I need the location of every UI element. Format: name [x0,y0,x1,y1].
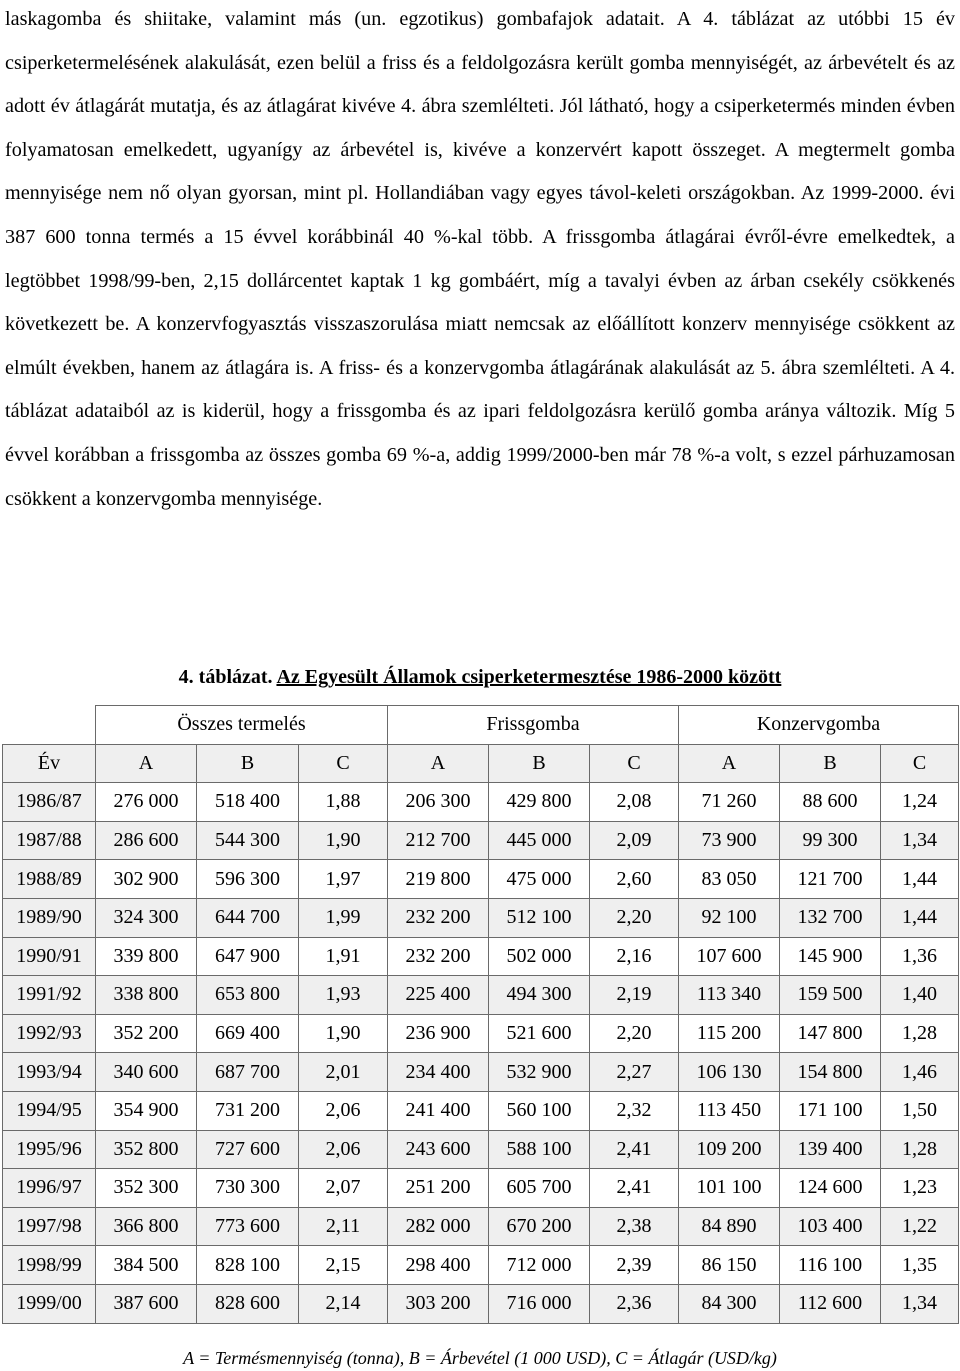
table-cell: 2,39 [590,1246,679,1285]
table-row [3,783,959,822]
table-cell: 1,99 [299,898,388,937]
table-cell: 86 150 [679,1246,780,1285]
table-body [3,783,959,1323]
table-caption [0,662,960,692]
table-cell: 113 340 [679,976,780,1015]
column-header: A [96,744,197,783]
table-cell: 112 600 [780,1284,881,1323]
table-cell: 560 100 [489,1091,590,1130]
table-cell: 1,97 [299,860,388,899]
table-cell: 687 700 [197,1053,299,1092]
table-cell: 139 400 [780,1130,881,1169]
table-cell: 73 900 [679,821,780,860]
table-cell: 1,40 [881,976,959,1015]
table-cell-year: 1995/96 [3,1130,96,1169]
table-cell: 2,15 [299,1246,388,1285]
table-cell: 669 400 [197,1014,299,1053]
table-cell-year: 1999/00 [3,1284,96,1323]
table-cell: 1,23 [881,1169,959,1208]
table-cell: 544 300 [197,821,299,860]
table-cell: 251 200 [388,1169,489,1208]
group-header-total: Összes termelés [96,706,388,745]
table-cell: 109 200 [679,1130,780,1169]
table-cell-year: 1991/92 [3,976,96,1015]
table-cell: 727 600 [197,1130,299,1169]
table-cell: 234 400 [388,1053,489,1092]
table-cell: 2,06 [299,1091,388,1130]
table-cell: 2,19 [590,976,679,1015]
table-cell: 475 000 [489,860,590,899]
table-cell: 107 600 [679,937,780,976]
table-corner-cell [3,706,96,745]
group-header-canned: Konzervgomba [679,706,959,745]
table-cell: 387 600 [96,1284,197,1323]
table-cell: 232 200 [388,937,489,976]
table-cell: 1,50 [881,1091,959,1130]
table-cell: 716 000 [489,1284,590,1323]
table-footnote: A = Termésmennyiség (tonna), B = Árbevétel (1 000 USD), C = Átlagár (USD/kg) [183,1348,777,1368]
table-cell: 1,44 [881,898,959,937]
column-header: B [489,744,590,783]
table-cell: 352 300 [96,1169,197,1208]
table-row [3,976,959,1015]
table-cell: 282 000 [388,1207,489,1246]
table-cell: 286 600 [96,821,197,860]
table-cell: 115 200 [679,1014,780,1053]
table-cell: 532 900 [489,1053,590,1092]
column-header: B [780,744,881,783]
table-row [3,860,959,899]
group-header-fresh: Frissgomba [388,706,679,745]
table-cell: 2,01 [299,1053,388,1092]
table-cell: 596 300 [197,860,299,899]
table-cell: 340 600 [96,1053,197,1092]
table-row [3,1169,959,1208]
table-cell: 225 400 [388,976,489,1015]
table-cell: 219 800 [388,860,489,899]
table-cell: 2,14 [299,1284,388,1323]
table-cell: 1,35 [881,1246,959,1285]
table-group-header-row [3,706,959,745]
table-row [3,1014,959,1053]
table-row [3,1246,959,1285]
table-cell: 236 900 [388,1014,489,1053]
table-row [3,1207,959,1246]
table-cell: 154 800 [780,1053,881,1092]
table-caption-title: Az Egyesült Államok csiperketermesztése 1986-2000 között [276,666,782,688]
table-cell: 2,20 [590,1014,679,1053]
table-cell: 2,09 [590,821,679,860]
table-cell: 1,90 [299,1014,388,1053]
table-cell: 116 100 [780,1246,881,1285]
table-cell: 828 600 [197,1284,299,1323]
column-header: B [197,744,299,783]
table-cell: 512 100 [489,898,590,937]
table-cell: 354 900 [96,1091,197,1130]
table-row [3,898,959,937]
table-cell: 445 000 [489,821,590,860]
table-cell: 2,32 [590,1091,679,1130]
table-cell: 88 600 [780,783,881,822]
table-cell: 647 900 [197,937,299,976]
column-header: C [881,744,959,783]
table-cell: 2,16 [590,937,679,976]
table-cell: 113 450 [679,1091,780,1130]
table-row [3,1130,959,1169]
table-cell: 83 050 [679,860,780,899]
table-cell: 171 100 [780,1091,881,1130]
table-cell: 103 400 [780,1207,881,1246]
table-cell: 99 300 [780,821,881,860]
table-cell: 124 600 [780,1169,881,1208]
table-cell: 243 600 [388,1130,489,1169]
table-cell: 1,24 [881,783,959,822]
table-cell: 276 000 [96,783,197,822]
table-cell: 298 400 [388,1246,489,1285]
table-cell: 1,88 [299,783,388,822]
table-cell: 71 260 [679,783,780,822]
column-header: C [590,744,679,783]
table-cell: 1,34 [881,821,959,860]
table-cell: 101 100 [679,1169,780,1208]
table-cell: 121 700 [780,860,881,899]
table-cell: 828 100 [197,1246,299,1285]
table-cell: 212 700 [388,821,489,860]
table-cell: 2,20 [590,898,679,937]
table-cell: 338 800 [96,976,197,1015]
table-cell: 2,06 [299,1130,388,1169]
table-cell: 84 300 [679,1284,780,1323]
column-header: C [299,744,388,783]
table-cell-year: 1990/91 [3,937,96,976]
table-cell: 206 300 [388,783,489,822]
table-cell: 352 200 [96,1014,197,1053]
table-cell: 773 600 [197,1207,299,1246]
table-cell: 1,91 [299,937,388,976]
table-column-header-row [3,744,959,783]
table-cell: 241 400 [388,1091,489,1130]
table-cell: 518 400 [197,783,299,822]
table-cell-year: 1998/99 [3,1246,96,1285]
table-cell: 324 300 [96,898,197,937]
table-cell: 2,41 [590,1169,679,1208]
table-cell: 1,22 [881,1207,959,1246]
table-cell: 352 800 [96,1130,197,1169]
table-cell: 2,07 [299,1169,388,1208]
table-cell-year: 1989/90 [3,898,96,937]
table-cell: 2,41 [590,1130,679,1169]
table-row [3,1053,959,1092]
table-cell: 605 700 [489,1169,590,1208]
table-cell: 2,38 [590,1207,679,1246]
table-cell: 494 300 [489,976,590,1015]
table-cell: 92 100 [679,898,780,937]
column-header: A [388,744,489,783]
table-cell: 1,28 [881,1130,959,1169]
column-header-year: Év [3,744,96,783]
table-row [3,821,959,860]
table-cell: 232 200 [388,898,489,937]
table-cell-year: 1987/88 [3,821,96,860]
table-cell: 384 500 [96,1246,197,1285]
table-row [3,1091,959,1130]
table-cell-year: 1986/87 [3,783,96,822]
table-cell: 1,34 [881,1284,959,1323]
table-cell: 2,36 [590,1284,679,1323]
column-header: A [679,744,780,783]
table-cell: 1,93 [299,976,388,1015]
table-row [3,1284,959,1323]
table-cell: 302 900 [96,860,197,899]
table-cell: 303 200 [388,1284,489,1323]
table-cell: 366 800 [96,1207,197,1246]
table-cell: 653 800 [197,976,299,1015]
table-cell: 106 130 [679,1053,780,1092]
table-cell: 1,90 [299,821,388,860]
table-cell: 429 800 [489,783,590,822]
table-cell-year: 1994/95 [3,1091,96,1130]
table-cell-year: 1992/93 [3,1014,96,1053]
table-cell: 159 500 [780,976,881,1015]
table-cell: 712 000 [489,1246,590,1285]
table-cell: 2,08 [590,783,679,822]
table-cell-year: 1988/89 [3,860,96,899]
table-cell: 2,11 [299,1207,388,1246]
table-cell: 521 600 [489,1014,590,1053]
table-cell-year: 1997/98 [3,1207,96,1246]
table-cell-year: 1996/97 [3,1169,96,1208]
table-cell: 339 800 [96,937,197,976]
table-cell: 2,27 [590,1053,679,1092]
table-cell: 84 890 [679,1207,780,1246]
table-caption-number: 4. táblázat. [178,666,273,688]
table-cell: 502 000 [489,937,590,976]
table-cell: 588 100 [489,1130,590,1169]
table-cell: 1,28 [881,1014,959,1053]
table-cell: 731 200 [197,1091,299,1130]
table-cell: 132 700 [780,898,881,937]
table-cell: 145 900 [780,937,881,976]
table-cell: 147 800 [780,1014,881,1053]
table-cell-year: 1993/94 [3,1053,96,1092]
production-table [2,705,959,1324]
table-cell: 730 300 [197,1169,299,1208]
table-cell: 1,46 [881,1053,959,1092]
body-paragraph: laskagomba és shiitake, valamint más (un. egzotikus) gombafajok adatait. A 4. táblázat az utóbbi 15 év csiperketermelésének alakulását, ezen belül a friss és a feldolgozásra került gomba mennyiségét, az árbevételt és az adott év átlagárát mutatja, és az átlagárat kivéve 4. ábra szemlélteti. Jól látható, hogy a csiperketermés minden évben folyamatosan emelkedett, ugyanígy az árbevétel is, kivéve a konzervért kapott összeget. A megtermelt gomba mennyisége nem nő olyan gyorsan, mint pl. Hollandiában vagy egyes távol-keleti országokban. Az 1999-2000. évi 387 600 tonna termés a 15 évvel korábbinál 40 %-kal több. A frissgomba átlagárai évről-évre emelkedtek, a legtöbbet 1998/99-ben, 2,15 dollárcentet kaptak 1 kg gombáért, míg a tavalyi évben az árban csekély csökkenés következett be. A konzervfogyasztás visszaszorulása miatt nemcsak az előállított konzerv mennyisége csökkent az elmúlt években, hanem az átlagára is. A friss- és a konzervgomba átlagárának alakulását az 5. ábra szemlélteti. A 4. táblázat adataiból az is kiderül, hogy a frissgomba és az ipari feldolgozásra kerülő gomba aránya változik. Míg 5 évvel korábban a frissgomba az összes gomba 69 %-a, addig 1999/2000-ben már 78 %-a volt, s ezzel párhuzamosan csökkent a konzervgomba mennyisége. [5,8,955,510]
table-cell: 644 700 [197,898,299,937]
table-row [3,937,959,976]
table-cell: 1,44 [881,860,959,899]
table-cell: 670 200 [489,1207,590,1246]
table-cell: 2,60 [590,860,679,899]
table-cell: 1,36 [881,937,959,976]
